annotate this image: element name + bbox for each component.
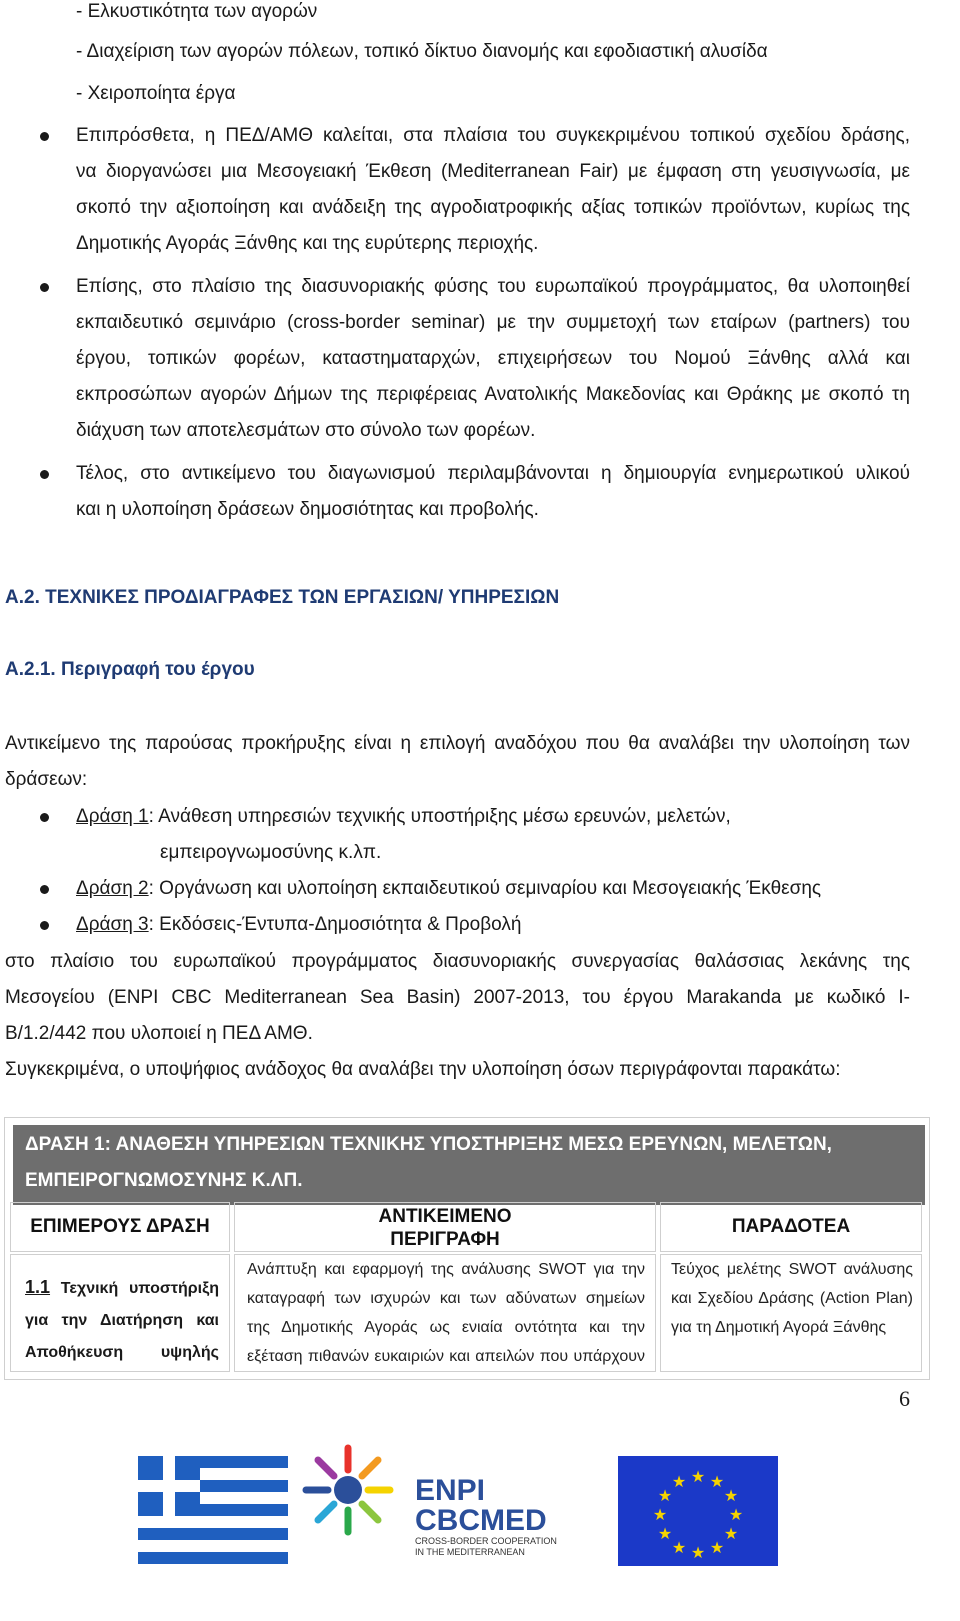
action-item [76, 805, 731, 829]
paragraph-line: B/1.2/442 που υλοποιεί η ΠΕΔ ΑΜΘ. [5, 1023, 313, 1044]
bullet1-line: να διοργανώσει μια Μεσογειακή Έκθεση (Mediterranean Fair) με έμφαση στη γευσιγνωσία, με [76, 161, 910, 182]
description-line: της Δημοτικής Αγοράς ως ενιαία οντότητα και την [247, 1319, 645, 1336]
svg-text:★: ★ [723, 1486, 739, 1505]
action-label: Δράση 3 [76, 914, 149, 935]
subsection-heading: Α.2.1. Περιγραφή του έργου [5, 659, 255, 680]
bullet2-line: διάχυση των αποτελεσμάτων στο σύνολο των φορέων. [76, 420, 536, 441]
svg-text:★: ★ [709, 1538, 725, 1557]
bullet1-line: σκοπό την αξιοποίηση και ανάδειξη της αγροδιατροφικής αξίας τοπικών προϊόντων, κυρίως της [76, 197, 910, 218]
intro-item: - Διαχείριση των αγορών πόλεων, τοπικό δίκτυο διανομής και εφοδιαστική αλυσίδα [76, 41, 768, 62]
description-line: καταγραφή των ισχυρών και των αδύνατων σημείων [247, 1290, 645, 1307]
deliverable-line: και Σχεδίου Δράσης (Action Plan) [671, 1290, 913, 1307]
page-number: 6 [899, 1386, 910, 1411]
bullet2-line: έργου, τοπικών φορέων, καταστηματαρχών, επιχειρήσεων του Νομού Ξάνθης αλλά και [76, 348, 910, 369]
svg-text:★: ★ [690, 1467, 706, 1486]
svg-text:★: ★ [657, 1486, 673, 1505]
svg-text:★: ★ [657, 1524, 673, 1543]
subaction-line: Αποθήκευση υψηλής [25, 1344, 219, 1361]
action-continuation: εμπειρογνωμοσύνης κ.λπ. [160, 842, 382, 863]
table-title-line: ΔΡΑΣΗ 1: ΑΝΑΘΕΣΗ ΥΠΗΡΕΣΙΩΝ ΤΕΧΝΙΚΗΣ ΥΠΟΣΤΗΡΙΞΗΣ ΜΕΣΩ ΕΡΕΥΝΩΝ, ΜΕΛΕΤΩΝ, [25, 1134, 832, 1155]
bullet2-line: Επίσης, στο πλαίσιο της διασυνοριακής φύσης του ευρωπαϊκού προγράμματος, θα υλοποιηθεί [76, 276, 910, 297]
bullet-marker [40, 813, 49, 822]
row1-description [234, 1254, 656, 1372]
eu-flag-logo [618, 1456, 778, 1566]
bullet-marker [40, 885, 49, 894]
svg-text:★: ★ [671, 1472, 687, 1491]
row1-subaction [10, 1254, 230, 1372]
svg-text:★: ★ [652, 1505, 668, 1524]
paragraph-line: δράσεων: [5, 769, 88, 790]
svg-text:★: ★ [723, 1524, 739, 1543]
enpi-subtitle: IN THE MEDITERRANEAN [415, 1547, 525, 1557]
action-label: Δράση 2 [76, 878, 149, 899]
intro-item: - Χειροποίητα έργα [76, 83, 236, 104]
col-header-description [234, 1202, 656, 1252]
bullet3-line: Τέλος, στο αντικείμενο του διαγωνισμού περιλαμβάνονται η δημιουργία ενημερωτικού υλικού [76, 463, 910, 484]
paragraph-line: Συγκεκριμένα, ο υποψήφιος ανάδοχος θα αναλάβει την υλοποίηση όσων περιγράφονται παρακάτω: [5, 1059, 841, 1080]
col-header-line: ΑΝΤΙΚΕΙΜΕΝΟ [378, 1206, 512, 1227]
footer-logos [0, 1440, 960, 1621]
table-title-line: ΕΜΠΕΙΡΟΓΝΩΜΟΣΥΝΗΣ Κ.ΛΠ. [25, 1170, 303, 1191]
enpi-sun-icon [298, 1440, 398, 1540]
bullet-marker [40, 283, 49, 292]
bullet2-line: εκπροσώπων αγορών Δήμων της περιφέρειας Ανατολικής Μακεδονίας και Θράκης με σκοπό τη [76, 384, 910, 405]
subaction-line: για την Διατήρηση και [25, 1312, 219, 1329]
action-item [76, 913, 521, 937]
action-label: Δράση 1 [76, 806, 149, 827]
bullet-marker [40, 132, 49, 141]
svg-text:★: ★ [728, 1505, 744, 1524]
section-heading: Α.2. ΤΕΧΝΙΚΕΣ ΠΡΟΔΙΑΓΡΑΦΕΣ ΤΩΝ ΕΡΓΑΣΙΩΝ/ ΥΠΗΡΕΣΙΩΝ [5, 587, 560, 608]
bullet1-line: Επιπρόσθετα, η ΠΕΔ/ΑΜΘ καλείται, στα πλαίσια του συγκεκριμένου τοπικού σχεδίου δράσης, [76, 125, 910, 146]
table-title [13, 1125, 925, 1205]
action-text: : Εκδόσεις-Έντυπα-Δημοσιότητα & Προβολή [148, 914, 522, 935]
enpi-wordmark [415, 1476, 585, 1558]
paragraph-line: στο πλαίσιο του ευρωπαϊκού προγράμματος διασυνοριακής συνεργασίας θαλάσσιας λεκάνης της [5, 951, 910, 972]
row1-deliverables [660, 1254, 922, 1372]
bullet-marker [40, 921, 49, 930]
description-line: εξέταση πιθανών ευκαιριών και απειλών που υπάρχουν [247, 1348, 645, 1365]
subaction-line [25, 1271, 219, 1305]
enpi-subtitle: CROSS-BORDER COOPERATION [415, 1536, 557, 1546]
paragraph-line: Μεσογείου (ENPI CBC Mediterranean Sea Basin) 2007-2013, του έργου Marakanda με κωδικό I- [5, 987, 910, 1008]
svg-text:★: ★ [671, 1538, 687, 1557]
action-text: : Ανάθεση υπηρεσιών τεχνικής υποστήριξης μέσω ερευνών, μελετών, [148, 806, 731, 827]
cbcmed-title: CBCMED [415, 1504, 547, 1537]
col-header-line: ΠΕΡΙΓΡΑΦΗ [390, 1229, 500, 1250]
paragraph-line: Αντικείμενο της παρούσας προκήρυξης είναι η επιλογή αναδόχου που θα αναλάβει την υλοποίηση των [5, 733, 910, 754]
bullet2-line: εκπαιδευτικό σεμινάριο (cross-border seminar) με την συμμετοχή των εταίρων (partners) του [76, 312, 910, 333]
deliverable-line: για τη Δημοτική Αγορά Ξάνθης [671, 1319, 887, 1336]
actions-table [4, 1117, 930, 1380]
greek-flag-logo [138, 1456, 288, 1566]
action-item [76, 877, 821, 901]
subaction-number: 1.1 [25, 1277, 51, 1297]
bullet1-line: Δημοτικής Αγοράς Ξάνθης και της ευρύτερης περιοχής. [76, 233, 539, 254]
subaction-text: Τεχνική υποστήριξη [60, 1280, 219, 1297]
enpi-title: ENPI [415, 1474, 486, 1507]
bullet-marker [40, 470, 49, 479]
action-text: : Οργάνωση και υλοποίηση εκπαιδευτικού σεμιναρίου και Μεσογειακής Έκθεσης [148, 878, 822, 899]
description-line: Ανάπτυξη και εφαρμογή της ανάλυσης SWOT για την [247, 1261, 645, 1278]
intro-item: - Ελκυστικότητα των αγορών [76, 1, 318, 22]
svg-text:★: ★ [709, 1472, 725, 1491]
svg-text:★: ★ [690, 1543, 706, 1562]
bullet3-line: και η υλοποίηση δράσεων δημοσιότητας και προβολής. [76, 499, 539, 520]
col-header-subaction: ΕΠΙΜΕΡΟΥΣ ΔΡΑΣΗ [10, 1202, 230, 1252]
col-header-deliverables: ΠΑΡΑΔΟΤΕΑ [660, 1202, 922, 1252]
deliverable-line: Τεύχος μελέτης SWOT ανάλυσης [671, 1261, 913, 1278]
